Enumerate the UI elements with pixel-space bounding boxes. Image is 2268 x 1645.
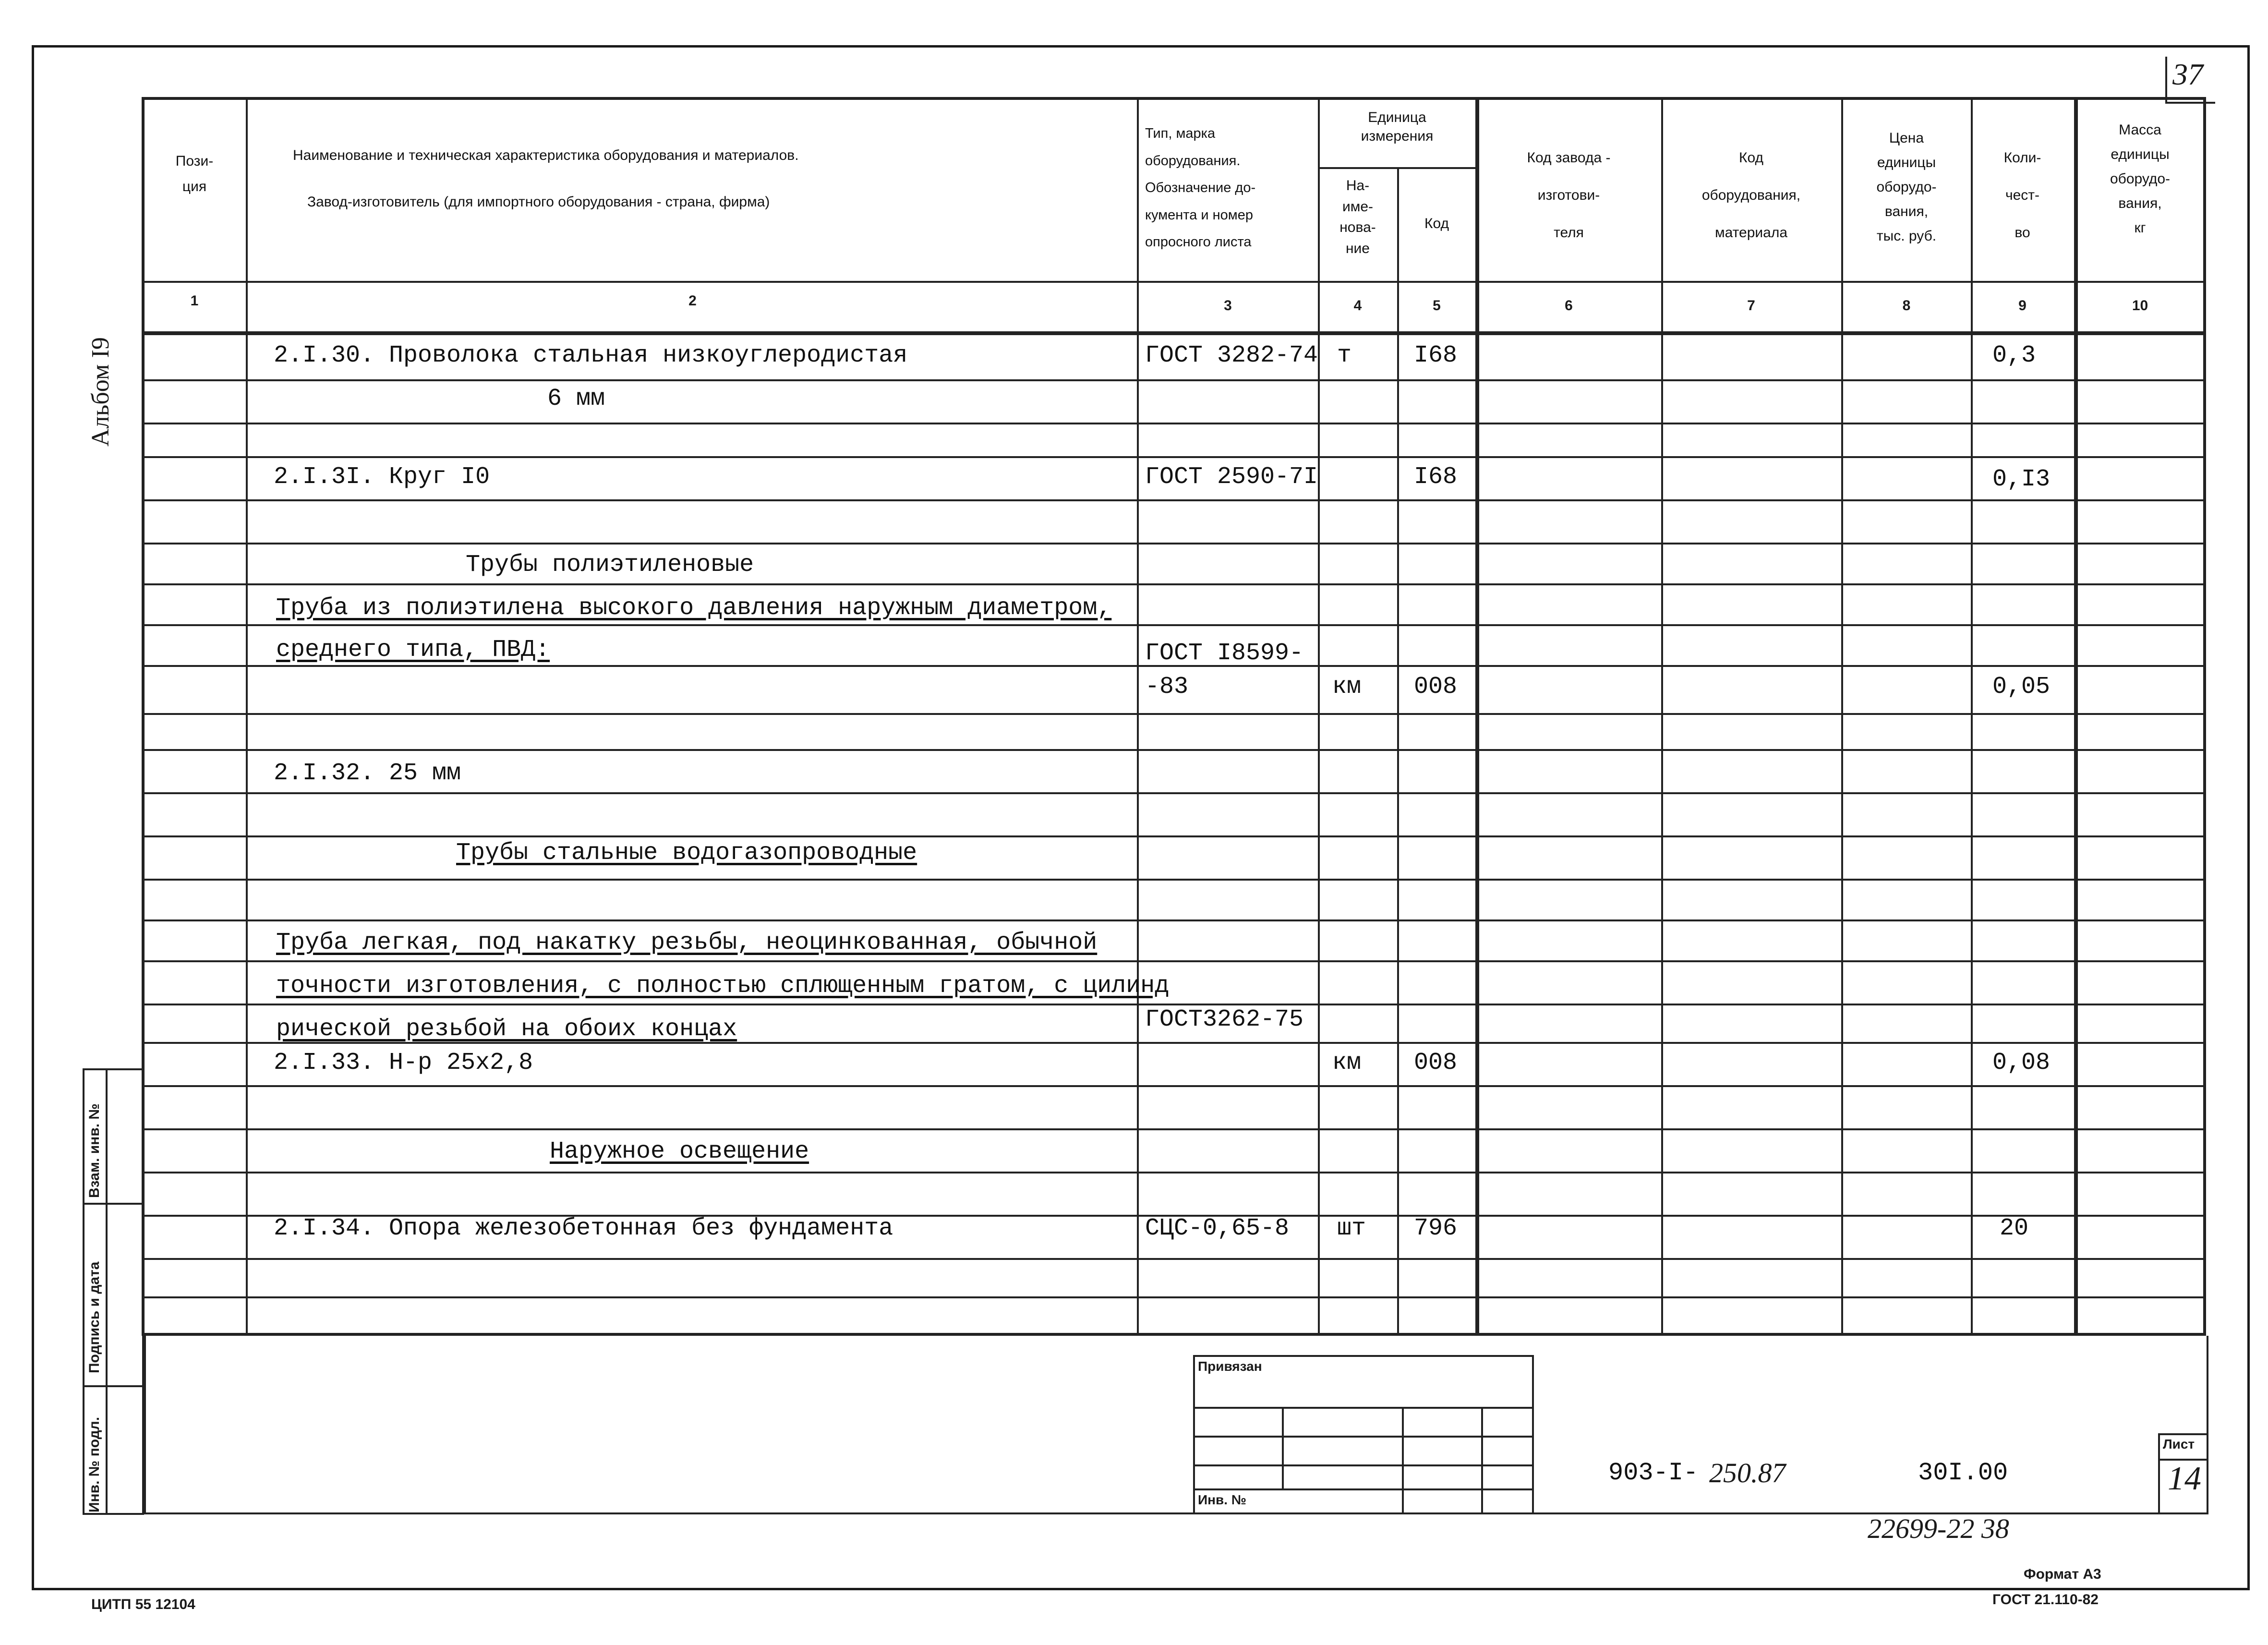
- privyazan-col: [1402, 1407, 1404, 1514]
- row-line: [142, 749, 2206, 751]
- colnum-3: 3: [1224, 298, 1232, 314]
- row-line: [142, 1085, 2206, 1087]
- item-2-1-31-code: I68: [1414, 463, 1458, 491]
- pe-pipe-qty: 0,05: [1992, 673, 2051, 701]
- row-line: [142, 879, 2206, 881]
- header-price: Цена единицы оборудо- вания, тыс. руб.: [1876, 130, 1937, 244]
- stamp-signature-date: Подпись и дата: [86, 1261, 102, 1373]
- header-factory-code: Код завода - изготови- теля: [1527, 150, 1611, 241]
- col-line-3: [1318, 97, 1320, 1336]
- privyazan-label: Привязан: [1198, 1359, 1262, 1374]
- section-outdoor-lighting: Наружное освещение: [550, 1138, 809, 1165]
- item-2-1-33-unit: км: [1332, 1049, 1362, 1077]
- footer-format: Формат А3: [2024, 1566, 2101, 1582]
- privyazan-col: [1481, 1407, 1483, 1514]
- stamp-inv-podl: Инв. № подл.: [86, 1416, 102, 1512]
- sheet-label: Лист: [2163, 1437, 2195, 1451]
- row-line: [142, 624, 2206, 626]
- colnum-2: 2: [688, 293, 697, 309]
- item-2-1-33-name: 2.I.33. Н-р 25x2,8: [274, 1049, 533, 1077]
- row-line: [142, 919, 2206, 921]
- pe-pipe-desc-1: Труба из полиэтилена высокого давления наружным диаметром,: [276, 594, 1112, 622]
- row-line: [142, 456, 2206, 458]
- section-pe-pipes: Трубы полиэтиленовые: [466, 551, 754, 579]
- privyazan-col: [1282, 1407, 1284, 1488]
- item-2-1-34-name: 2.I.34. Опора железобетонная без фундамента: [274, 1215, 893, 1242]
- header-material-code: Код оборудования, материала: [1701, 150, 1801, 241]
- pe-pipe-unit: км: [1332, 673, 1362, 701]
- col-line-1: [246, 97, 248, 1336]
- row-line: [142, 543, 2206, 544]
- col-line-6: [1661, 97, 1663, 1336]
- pe-pipe-doc-1: ГОСТ I8599-: [1145, 640, 1304, 667]
- doc-code-c: 30I.00: [1918, 1459, 2008, 1487]
- header-unit: Единица измерения: [1361, 109, 1434, 144]
- item-2-1-31-name: 2.I.3I. Круг I0: [274, 463, 490, 491]
- item-2-1-31-doc: ГОСТ 2590-7I: [1145, 463, 1318, 491]
- footer-gost: ГОСТ 21.110-82: [1992, 1592, 2099, 1608]
- steel-pipe-desc-1: Труба легкая, под накатку резьбы, неоцинкованная, обычной: [276, 929, 1098, 956]
- item-2-1-30-size: 6 мм: [547, 385, 605, 412]
- item-2-1-33-code: 008: [1414, 1049, 1458, 1077]
- col-line-8: [1971, 97, 1973, 1336]
- row-line: [142, 1172, 2206, 1173]
- item-2-1-31-qty: 0,I3: [1992, 466, 2051, 493]
- header-unit-code: Код: [1424, 216, 1449, 231]
- row-line: [142, 379, 2206, 381]
- colnum-4: 4: [1353, 298, 1362, 314]
- doc-code-a: 903-I-: [1608, 1459, 1699, 1487]
- item-2-1-34-doc: СЦС-0,65-8: [1145, 1215, 1290, 1242]
- spec-table-frame: [142, 97, 2206, 1336]
- header-unit-name: На- име- нова- ние: [1339, 178, 1376, 256]
- pe-pipe-doc-2: -83: [1145, 673, 1189, 701]
- pe-pipe-desc-2: среднего типа, ПВД:: [276, 636, 550, 664]
- item-2-1-30-code: I68: [1414, 342, 1458, 369]
- row-line: [142, 713, 2206, 715]
- row-line: [142, 835, 2206, 837]
- page-number: 37: [2172, 57, 2203, 91]
- item-2-1-34-unit: шт: [1337, 1215, 1366, 1242]
- header-mass: Масса единицы оборудо- вания, кг: [2110, 122, 2171, 236]
- colnum-8: 8: [1902, 298, 1911, 314]
- row-line: [142, 960, 2206, 962]
- colnum-5: 5: [1433, 298, 1441, 314]
- row-line: [142, 1258, 2206, 1260]
- colnum-10: 10: [2132, 298, 2148, 314]
- row-line: [142, 423, 2206, 424]
- sheet-number: 14: [2168, 1460, 2201, 1497]
- col-line-4: [1397, 167, 1399, 1336]
- inv-no-label: Инв. №: [1198, 1492, 1247, 1507]
- header-position: Пози- ция: [175, 153, 214, 194]
- item-2-1-34-qty: 20: [2000, 1215, 2029, 1242]
- col-line-5: [1475, 97, 1479, 1336]
- left-stamp-line: [83, 1385, 144, 1387]
- col-line-7: [1841, 97, 1843, 1336]
- item-2-1-32-name: 2.I.32. 25 мм: [274, 760, 461, 787]
- title-block-frame: [144, 1336, 2208, 1514]
- stamp-vzam-inv: Взам. инв. №: [86, 1103, 102, 1198]
- colnum-1: 1: [190, 293, 199, 309]
- section-steel-pipes: Трубы стальные водогазопроводные: [456, 839, 917, 867]
- row-line: [142, 1128, 2206, 1130]
- left-stamp-line: [83, 1203, 144, 1205]
- col-line-2: [1137, 97, 1139, 1336]
- footer-citp: ЦИТП 55 12104: [91, 1597, 195, 1612]
- col-line-9: [2074, 97, 2078, 1336]
- header-name-line1: Наименование и техническая характеристика оборудования и материалов.: [293, 147, 799, 163]
- colnum-7: 7: [1747, 298, 1755, 314]
- item-2-1-30-doc: ГОСТ 3282-74: [1145, 342, 1318, 369]
- header-bottom-line: [142, 281, 2206, 283]
- colnum-9: 9: [2018, 298, 2027, 314]
- pe-pipe-code: 008: [1414, 673, 1458, 701]
- archive-number: 22699-22 38: [1868, 1513, 2009, 1544]
- header-name-line2: Завод-изготовитель (для импортного оборудования - страна, фирма): [307, 194, 770, 210]
- colnum-bottom-line: [142, 331, 2206, 335]
- steel-pipe-doc: ГОСТ3262-75: [1145, 1006, 1304, 1033]
- item-2-1-30-unit: т: [1337, 342, 1352, 369]
- item-2-1-33-qty: 0,08: [1992, 1049, 2051, 1077]
- item-2-1-30-name: 2.I.30. Проволока стальная низкоуглеродистая: [274, 342, 908, 369]
- doc-code-b: 250.87: [1709, 1457, 1786, 1488]
- colnum-6: 6: [1565, 298, 1573, 314]
- unit-split-line: [1318, 167, 1475, 169]
- row-line: [142, 792, 2206, 794]
- header-type-doc: Тип, марка оборудования. Обозначение до- кумента и номер опросного листа: [1145, 126, 1256, 250]
- item-2-1-30-qty: 0,3: [1992, 342, 2036, 369]
- row-line: [142, 1296, 2206, 1298]
- row-line: [142, 499, 2206, 501]
- album-label: Альбом I9: [87, 337, 114, 447]
- header-quantity: Коли- чест- во: [2003, 150, 2041, 241]
- item-2-1-34-code: 796: [1414, 1215, 1458, 1242]
- steel-pipe-desc-2: точности изготовления, с полностью сплющенным гратом, с цилинд: [276, 972, 1170, 1000]
- steel-pipe-desc-3: рической резьбой на обоих концах: [276, 1016, 737, 1043]
- row-line: [142, 583, 2206, 585]
- row-line: [142, 1004, 2206, 1005]
- left-stamp-divider: [106, 1068, 108, 1515]
